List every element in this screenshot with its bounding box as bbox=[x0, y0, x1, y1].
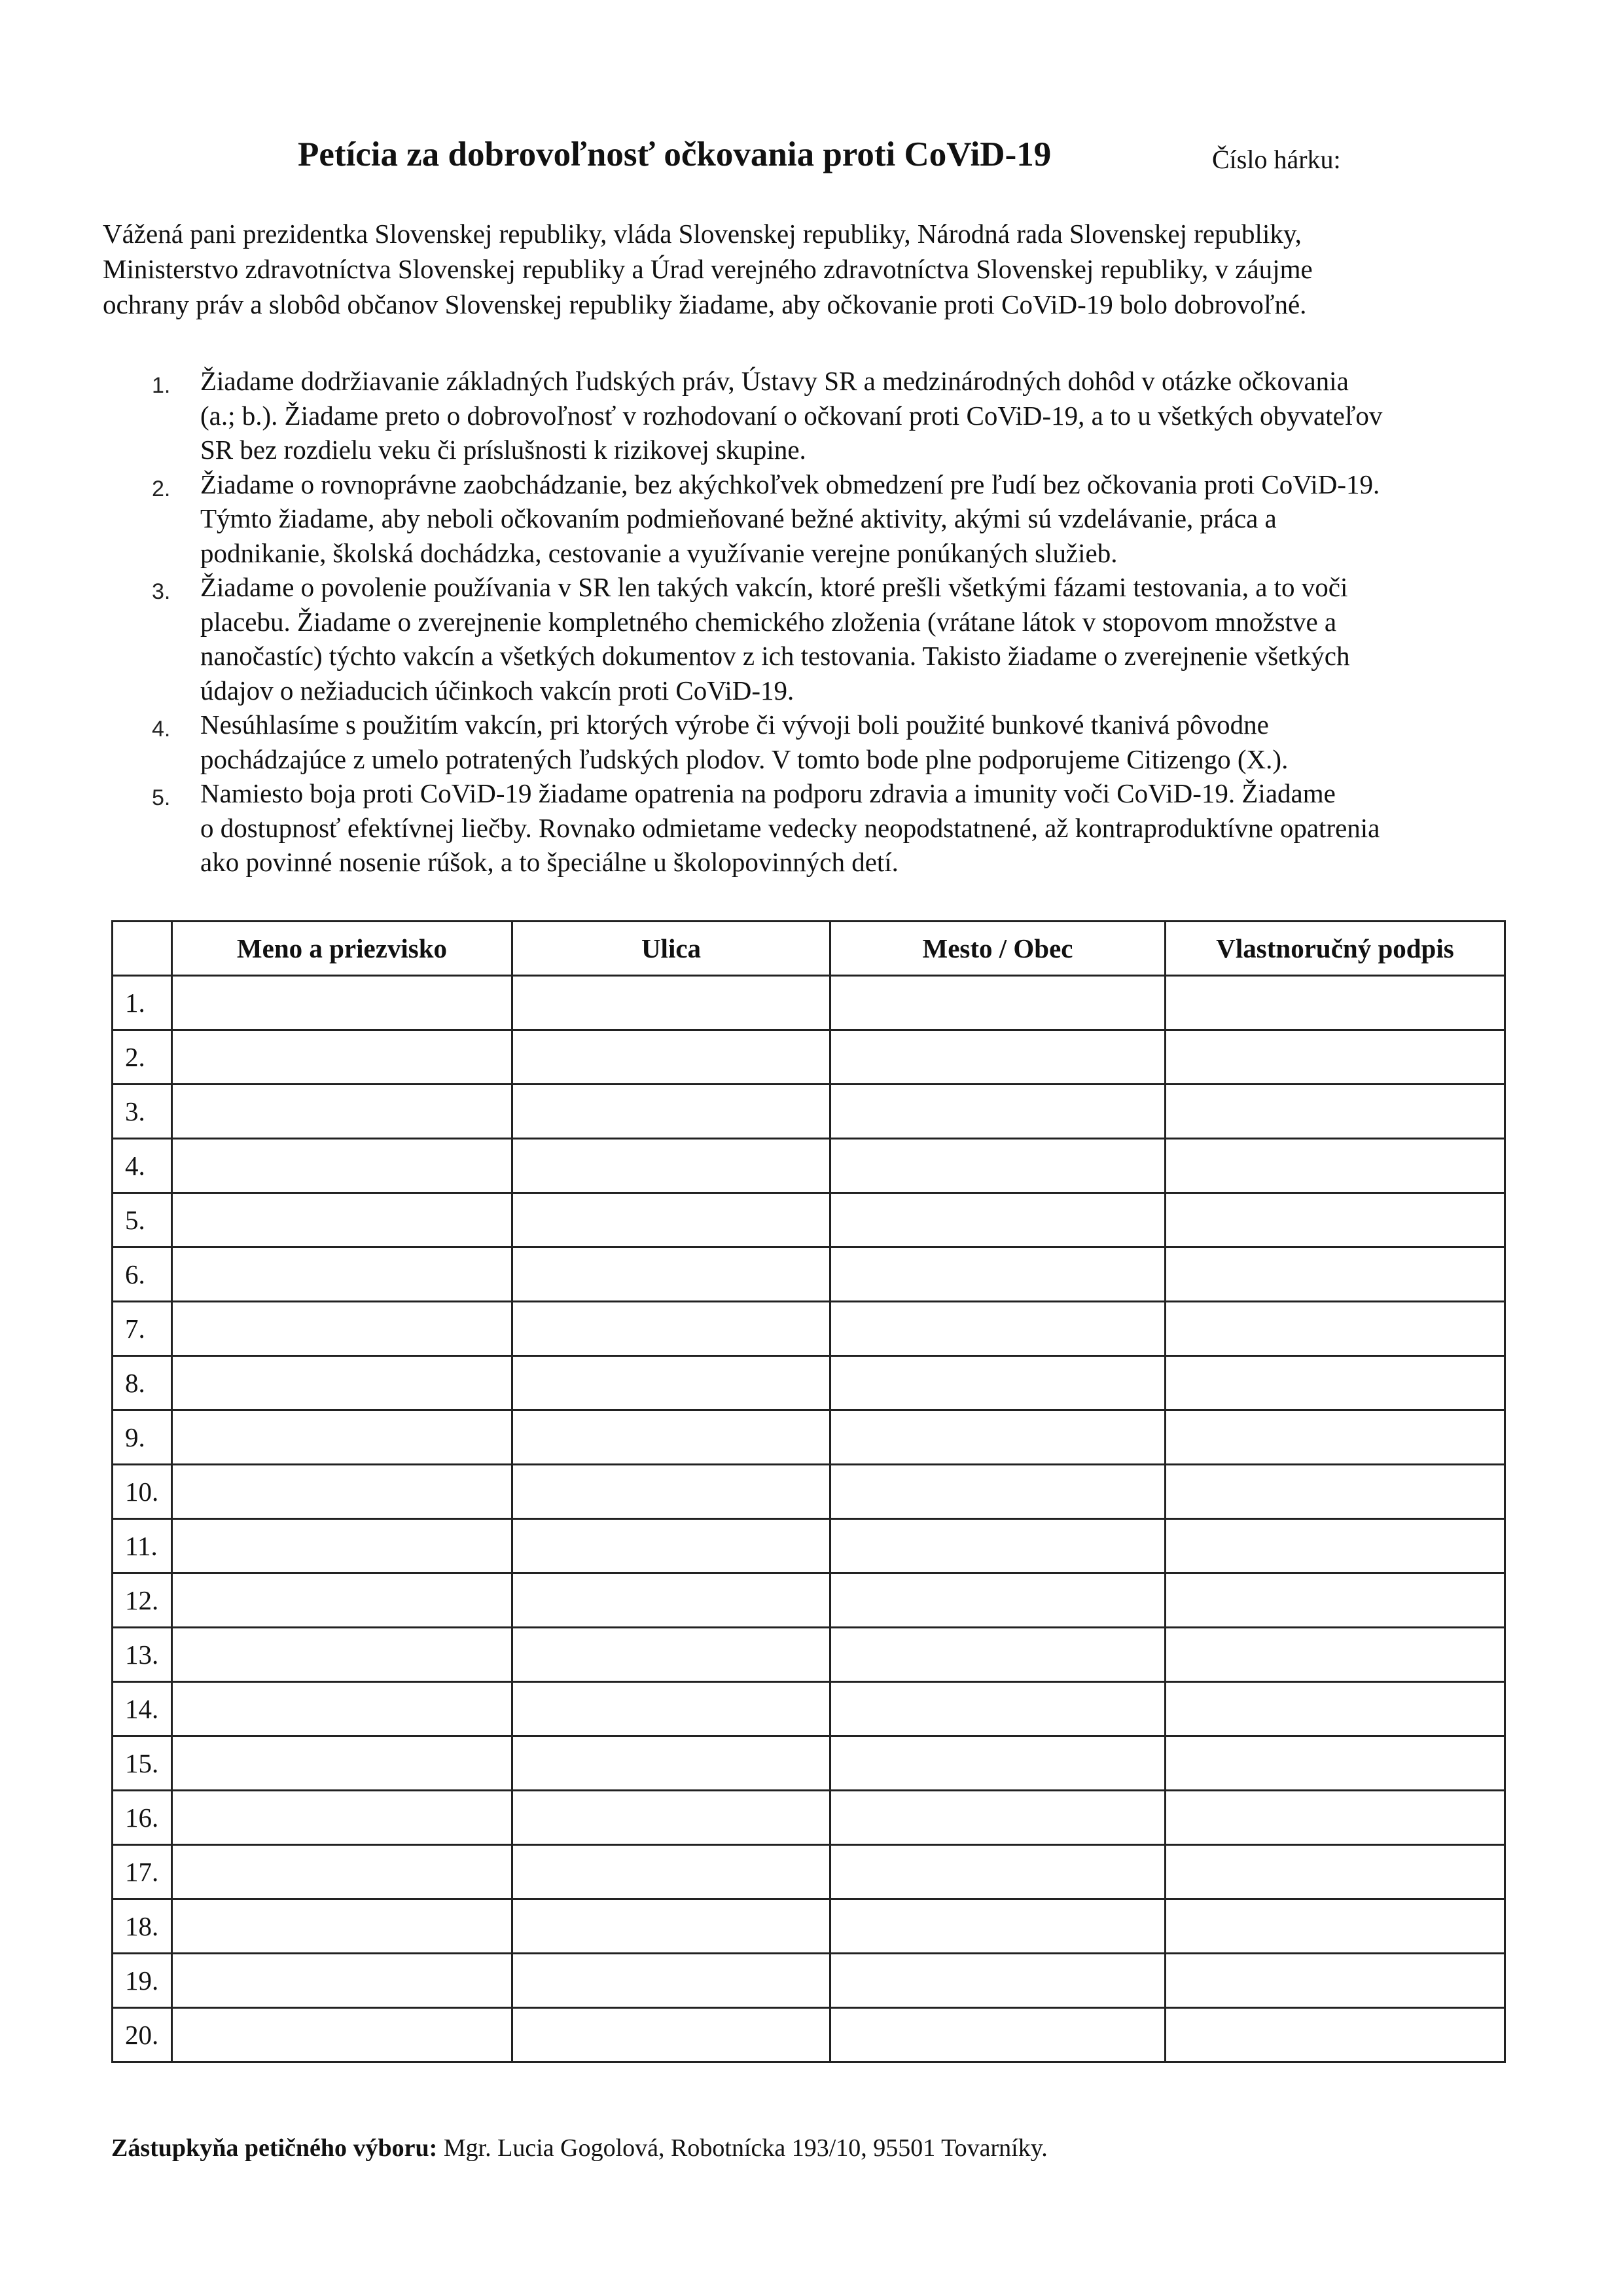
street-cell[interactable] bbox=[512, 1573, 830, 1628]
name-cell[interactable] bbox=[172, 1899, 512, 1954]
row-number: 3. bbox=[113, 1085, 172, 1139]
street-cell[interactable] bbox=[512, 1030, 830, 1085]
city-cell[interactable] bbox=[830, 1085, 1166, 1139]
street-cell[interactable] bbox=[512, 1628, 830, 1682]
name-cell[interactable] bbox=[172, 2008, 512, 2062]
street-cell[interactable] bbox=[512, 1247, 830, 1302]
signature-cell[interactable] bbox=[1166, 1736, 1505, 1791]
name-cell[interactable] bbox=[172, 1085, 512, 1139]
demand-line: ako povinné nosenie rúšok, a to špeciálne u školopovinných detí. bbox=[200, 847, 899, 877]
signature-table bbox=[111, 920, 1506, 2063]
name-cell[interactable] bbox=[172, 1573, 512, 1628]
page-title: Petícia za dobrovoľnosť očkovania proti CoViD-19 bbox=[298, 135, 1052, 173]
street-cell[interactable] bbox=[512, 1519, 830, 1573]
table-row bbox=[113, 1085, 1505, 1139]
city-cell[interactable] bbox=[830, 1193, 1166, 1247]
street-cell[interactable] bbox=[512, 1899, 830, 1954]
demand-item bbox=[0, 570, 1623, 708]
demand-line: placebu. Žiadame o zverejnenie kompletného chemického zloženia (vrátane látok v stopovom množstve a bbox=[200, 606, 1337, 637]
row-number: 2. bbox=[113, 1030, 172, 1085]
name-cell[interactable] bbox=[172, 976, 512, 1030]
name-cell[interactable] bbox=[172, 1954, 512, 2008]
city-cell[interactable] bbox=[830, 2008, 1166, 2062]
signature-cell[interactable] bbox=[1166, 1193, 1505, 1247]
sheet-number-label: Číslo hárku: bbox=[1212, 145, 1341, 174]
table-row bbox=[113, 1030, 1505, 1085]
name-cell[interactable] bbox=[172, 1247, 512, 1302]
name-cell[interactable] bbox=[172, 1736, 512, 1791]
street-cell[interactable] bbox=[512, 2008, 830, 2062]
street-cell[interactable] bbox=[512, 1791, 830, 1845]
intro-line: ochrany práv a slobôd občanov Slovenskej republiky žiadame, aby očkovanie proti CoViD-19 bolo dobrovoľné. bbox=[103, 289, 1307, 319]
column-header-city: Mesto / Obec bbox=[830, 922, 1166, 976]
name-cell[interactable] bbox=[172, 1845, 512, 1899]
demand-line: údajov o nežiaducich účinkoch vakcín proti CoViD-19. bbox=[200, 675, 794, 706]
signature-cell[interactable] bbox=[1166, 1954, 1505, 2008]
demand-line: nanočastíc) týchto vakcín a všetkých dokumentov z ich testovania. Takisto žiadame o zverejnenie všetkých bbox=[200, 641, 1350, 671]
table-row bbox=[113, 1193, 1505, 1247]
table-row bbox=[113, 1899, 1505, 1954]
street-cell[interactable] bbox=[512, 1736, 830, 1791]
demand-number: 3. bbox=[152, 579, 171, 604]
table-row bbox=[113, 1682, 1505, 1736]
city-cell[interactable] bbox=[830, 1410, 1166, 1465]
table-row bbox=[113, 1736, 1505, 1791]
demand-line: o dostupnosť efektívnej liečby. Rovnako odmietame vedecky neopodstatnené, až kontraproduktívne opatrenia bbox=[200, 812, 1380, 843]
name-cell[interactable] bbox=[172, 1302, 512, 1356]
signature-cell[interactable] bbox=[1166, 1519, 1505, 1573]
demand-number: 5. bbox=[152, 785, 171, 810]
name-cell[interactable] bbox=[172, 1682, 512, 1736]
column-header-name: Meno a priezvisko bbox=[172, 922, 512, 976]
name-cell[interactable] bbox=[172, 1465, 512, 1519]
signature-cell[interactable] bbox=[1166, 1356, 1505, 1410]
table-row bbox=[113, 1139, 1505, 1193]
table-header-row bbox=[113, 922, 1505, 976]
row-number: 16. bbox=[113, 1791, 172, 1845]
table-row bbox=[113, 1302, 1505, 1356]
demand-item bbox=[0, 364, 1623, 467]
demand-line: Týmto žiadame, aby neboli očkovaním podmieňované bežné aktivity, akými sú vzdelávanie, práca a bbox=[200, 503, 1277, 533]
name-cell[interactable] bbox=[172, 1791, 512, 1845]
table-row bbox=[113, 1247, 1505, 1302]
name-cell[interactable] bbox=[172, 1356, 512, 1410]
city-cell[interactable] bbox=[830, 1247, 1166, 1302]
column-header-number bbox=[113, 922, 172, 976]
street-cell[interactable] bbox=[512, 1139, 830, 1193]
signature-cell[interactable] bbox=[1166, 1791, 1505, 1845]
demand-item bbox=[0, 467, 1623, 571]
row-number: 12. bbox=[113, 1573, 172, 1628]
demand-line: Žiadame o povolenie používania v SR len takých vakcín, ktoré prešli všetkými fázami testovania, a to voči bbox=[200, 572, 1348, 602]
table-row bbox=[113, 2008, 1505, 2062]
row-number: 19. bbox=[113, 1954, 172, 2008]
table-row bbox=[113, 1791, 1505, 1845]
intro-line: Ministerstvo zdravotníctva Slovenskej republiky a Úrad verejného zdravotníctva Slovenskej republiky, v záujme bbox=[103, 254, 1313, 284]
city-cell[interactable] bbox=[830, 1954, 1166, 2008]
city-cell[interactable] bbox=[830, 1356, 1166, 1410]
street-cell[interactable] bbox=[512, 1193, 830, 1247]
row-number: 6. bbox=[113, 1247, 172, 1302]
committee-representative bbox=[111, 2134, 1048, 2162]
signature-cell[interactable] bbox=[1166, 1410, 1505, 1465]
demand-line: Žiadame dodržiavanie základných ľudských práv, Ústavy SR a medzinárodných dohôd v otázke očkovania bbox=[200, 366, 1349, 396]
demand-line: SR bez rozdielu veku či príslušnosti k rizikovej skupine. bbox=[200, 435, 806, 465]
table-row bbox=[113, 1465, 1505, 1519]
street-cell[interactable] bbox=[512, 1954, 830, 2008]
row-number: 10. bbox=[113, 1465, 172, 1519]
demand-line: Namiesto boja proti CoViD-19 žiadame opatrenia na podporu zdravia a imunity voči CoViD-19. Žiadame bbox=[200, 778, 1336, 808]
demands-list bbox=[0, 364, 1623, 880]
table-row bbox=[113, 1628, 1505, 1682]
table-row bbox=[113, 1410, 1505, 1465]
signature-cell[interactable] bbox=[1166, 976, 1505, 1030]
demand-number: 2. bbox=[152, 476, 171, 501]
city-cell[interactable] bbox=[830, 1139, 1166, 1193]
street-cell[interactable] bbox=[512, 1085, 830, 1139]
table-row bbox=[113, 976, 1505, 1030]
signature-cell[interactable] bbox=[1166, 1302, 1505, 1356]
demand-item bbox=[0, 776, 1623, 880]
signature-cell[interactable] bbox=[1166, 2008, 1505, 2062]
row-number: 5. bbox=[113, 1193, 172, 1247]
signature-cell[interactable] bbox=[1166, 1247, 1505, 1302]
street-cell[interactable] bbox=[512, 1410, 830, 1465]
signature-cell[interactable] bbox=[1166, 1139, 1505, 1193]
row-number: 15. bbox=[113, 1736, 172, 1791]
demand-line: (a.; b.). Žiadame preto o dobrovoľnosť v rozhodovaní o očkovaní proti CoViD-19, a to u všetkých obyvateľov bbox=[200, 400, 1383, 431]
column-header-signature: Vlastnoručný podpis bbox=[1166, 922, 1505, 976]
city-cell[interactable] bbox=[830, 1302, 1166, 1356]
demand-item bbox=[0, 708, 1623, 776]
street-cell[interactable] bbox=[512, 1682, 830, 1736]
name-cell[interactable] bbox=[172, 1193, 512, 1247]
demand-number: 4. bbox=[152, 717, 171, 742]
name-cell[interactable] bbox=[172, 1139, 512, 1193]
city-cell[interactable] bbox=[830, 1519, 1166, 1573]
demand-line: pochádzajúce z umelo potratených ľudských plodov. V tomto bode plne podporujeme Citizengo (X.). bbox=[200, 744, 1289, 774]
representative-label: Zástupkyňa petičného výboru: bbox=[111, 2134, 438, 2162]
city-cell[interactable] bbox=[830, 1465, 1166, 1519]
signature-cell[interactable] bbox=[1166, 1845, 1505, 1899]
row-number: 9. bbox=[113, 1410, 172, 1465]
signature-cell[interactable] bbox=[1166, 1465, 1505, 1519]
name-cell[interactable] bbox=[172, 1030, 512, 1085]
table-row bbox=[113, 1573, 1505, 1628]
row-number: 1. bbox=[113, 976, 172, 1030]
row-number: 17. bbox=[113, 1845, 172, 1899]
street-cell[interactable] bbox=[512, 1845, 830, 1899]
signature-cell[interactable] bbox=[1166, 1628, 1505, 1682]
row-number: 13. bbox=[113, 1628, 172, 1682]
row-number: 8. bbox=[113, 1356, 172, 1410]
column-header-street: Ulica bbox=[512, 922, 830, 976]
city-cell[interactable] bbox=[830, 1791, 1166, 1845]
table-row bbox=[113, 1845, 1505, 1899]
name-cell[interactable] bbox=[172, 1519, 512, 1573]
city-cell[interactable] bbox=[830, 1682, 1166, 1736]
row-number: 7. bbox=[113, 1302, 172, 1356]
row-number: 20. bbox=[113, 2008, 172, 2062]
street-cell[interactable] bbox=[512, 1302, 830, 1356]
intro-line: Vážená pani prezidentka Slovenskej republiky, vláda Slovenskej republiky, Národná rada Slovenskej republiky, bbox=[103, 219, 1302, 249]
signature-cell[interactable] bbox=[1166, 1682, 1505, 1736]
street-cell[interactable] bbox=[512, 1465, 830, 1519]
street-cell[interactable] bbox=[512, 1356, 830, 1410]
city-cell[interactable] bbox=[830, 1030, 1166, 1085]
row-number: 14. bbox=[113, 1682, 172, 1736]
row-number: 11. bbox=[113, 1519, 172, 1573]
name-cell[interactable] bbox=[172, 1410, 512, 1465]
city-cell[interactable] bbox=[830, 1628, 1166, 1682]
city-cell[interactable] bbox=[830, 976, 1166, 1030]
demand-line: podnikanie, školská dochádzka, cestovanie a využívanie verejne ponúkaných služieb. bbox=[200, 537, 1118, 568]
city-cell[interactable] bbox=[830, 1573, 1166, 1628]
city-cell[interactable] bbox=[830, 1845, 1166, 1899]
demand-number: 1. bbox=[152, 373, 171, 398]
signature-cell[interactable] bbox=[1166, 1085, 1505, 1139]
title-row bbox=[0, 135, 1623, 187]
signature-cell[interactable] bbox=[1166, 1030, 1505, 1085]
row-number: 4. bbox=[113, 1139, 172, 1193]
city-cell[interactable] bbox=[830, 1899, 1166, 1954]
street-cell[interactable] bbox=[512, 976, 830, 1030]
table-row bbox=[113, 1356, 1505, 1410]
demand-line: Nesúhlasíme s použitím vakcín, pri ktorých výrobe či vývoji boli použité bunkové tkanivá pôvodne bbox=[200, 709, 1269, 740]
table-row bbox=[113, 1954, 1505, 2008]
city-cell[interactable] bbox=[830, 1736, 1166, 1791]
table-row bbox=[113, 1519, 1505, 1573]
row-number: 18. bbox=[113, 1899, 172, 1954]
intro-paragraph bbox=[103, 216, 1543, 322]
representative-text: Mgr. Lucia Gogolová, Robotnícka 193/10, 95501 Tovarníky. bbox=[437, 2134, 1048, 2162]
signature-cell[interactable] bbox=[1166, 1899, 1505, 1954]
signature-cell[interactable] bbox=[1166, 1573, 1505, 1628]
demand-line: Žiadame o rovnoprávne zaobchádzanie, bez akýchkoľvek obmedzení pre ľudí bez očkovania proti CoViD-19. bbox=[200, 469, 1380, 499]
name-cell[interactable] bbox=[172, 1628, 512, 1682]
